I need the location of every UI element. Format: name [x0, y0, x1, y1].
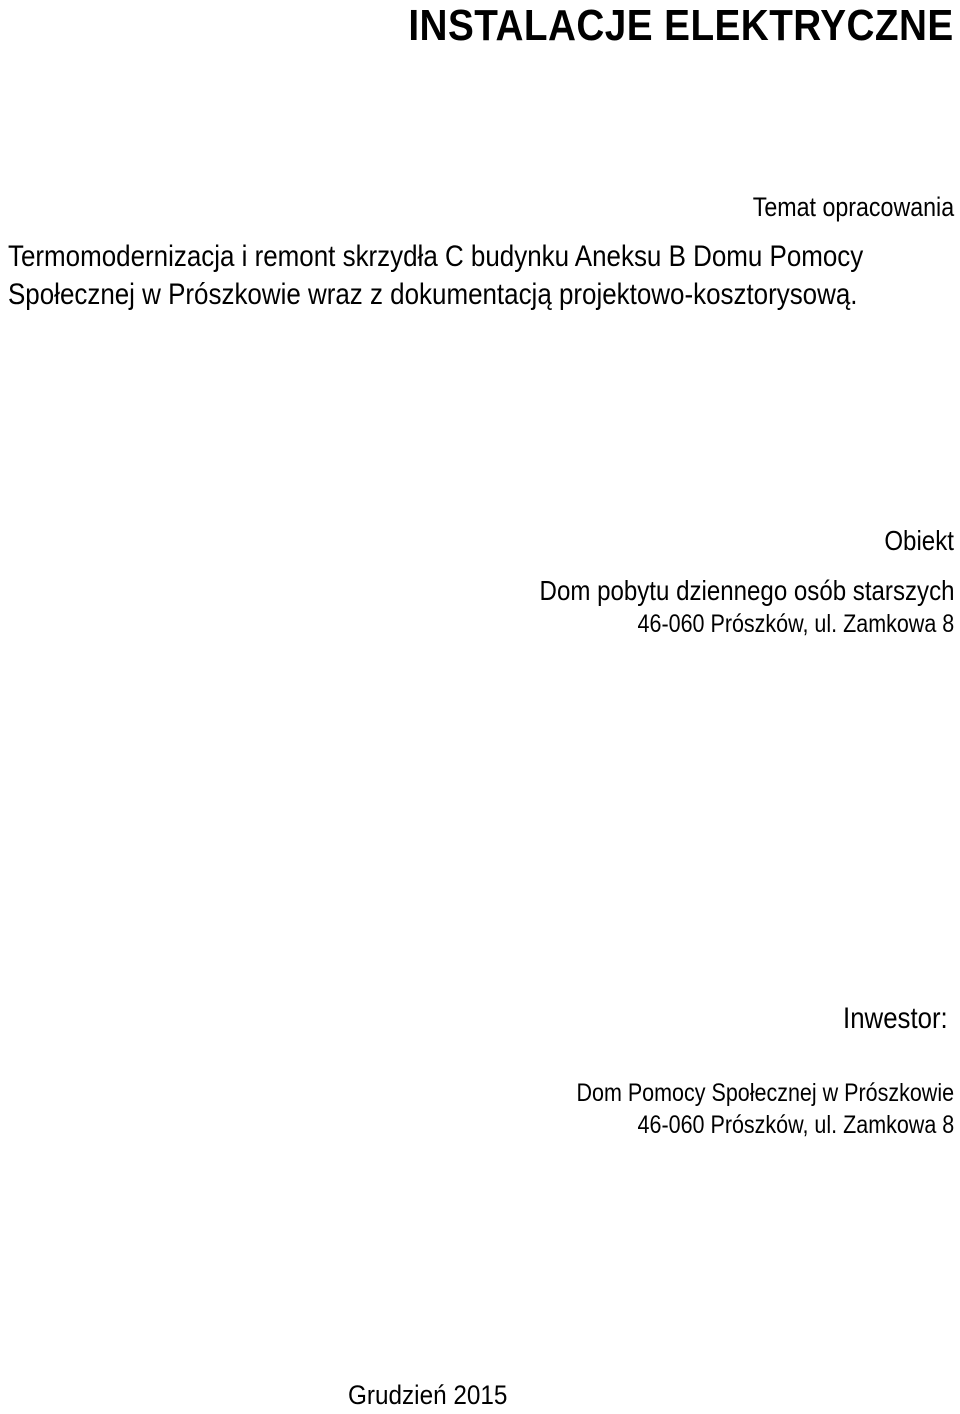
- topic-text-line-1: Termomodernizacja i remont skrzydła C budynku Aneksu B Domu Pomocy: [8, 240, 864, 273]
- object-name: Dom pobytu dziennego osób starszych: [539, 575, 954, 606]
- object-label: Obiekt: [884, 525, 954, 556]
- topic-text-line-2: Społecznej w Prószkowie wraz z dokumentacją projektowo-kosztorysową.: [8, 278, 858, 311]
- investor-name: Dom Pomocy Społecznej w Prószkowie: [576, 1079, 954, 1107]
- document-date: Grudzień 2015: [348, 1380, 508, 1410]
- object-address: 46-060 Prószków, ul. Zamkowa 8: [637, 610, 954, 638]
- investor-address: 46-060 Prószków, ul. Zamkowa 8: [637, 1111, 954, 1139]
- investor-label: Inwestor:: [843, 1002, 948, 1035]
- document-title: INSTALACJE ELEKTRYCZNE: [408, 1, 954, 50]
- topic-label: Temat opracowania: [752, 192, 954, 222]
